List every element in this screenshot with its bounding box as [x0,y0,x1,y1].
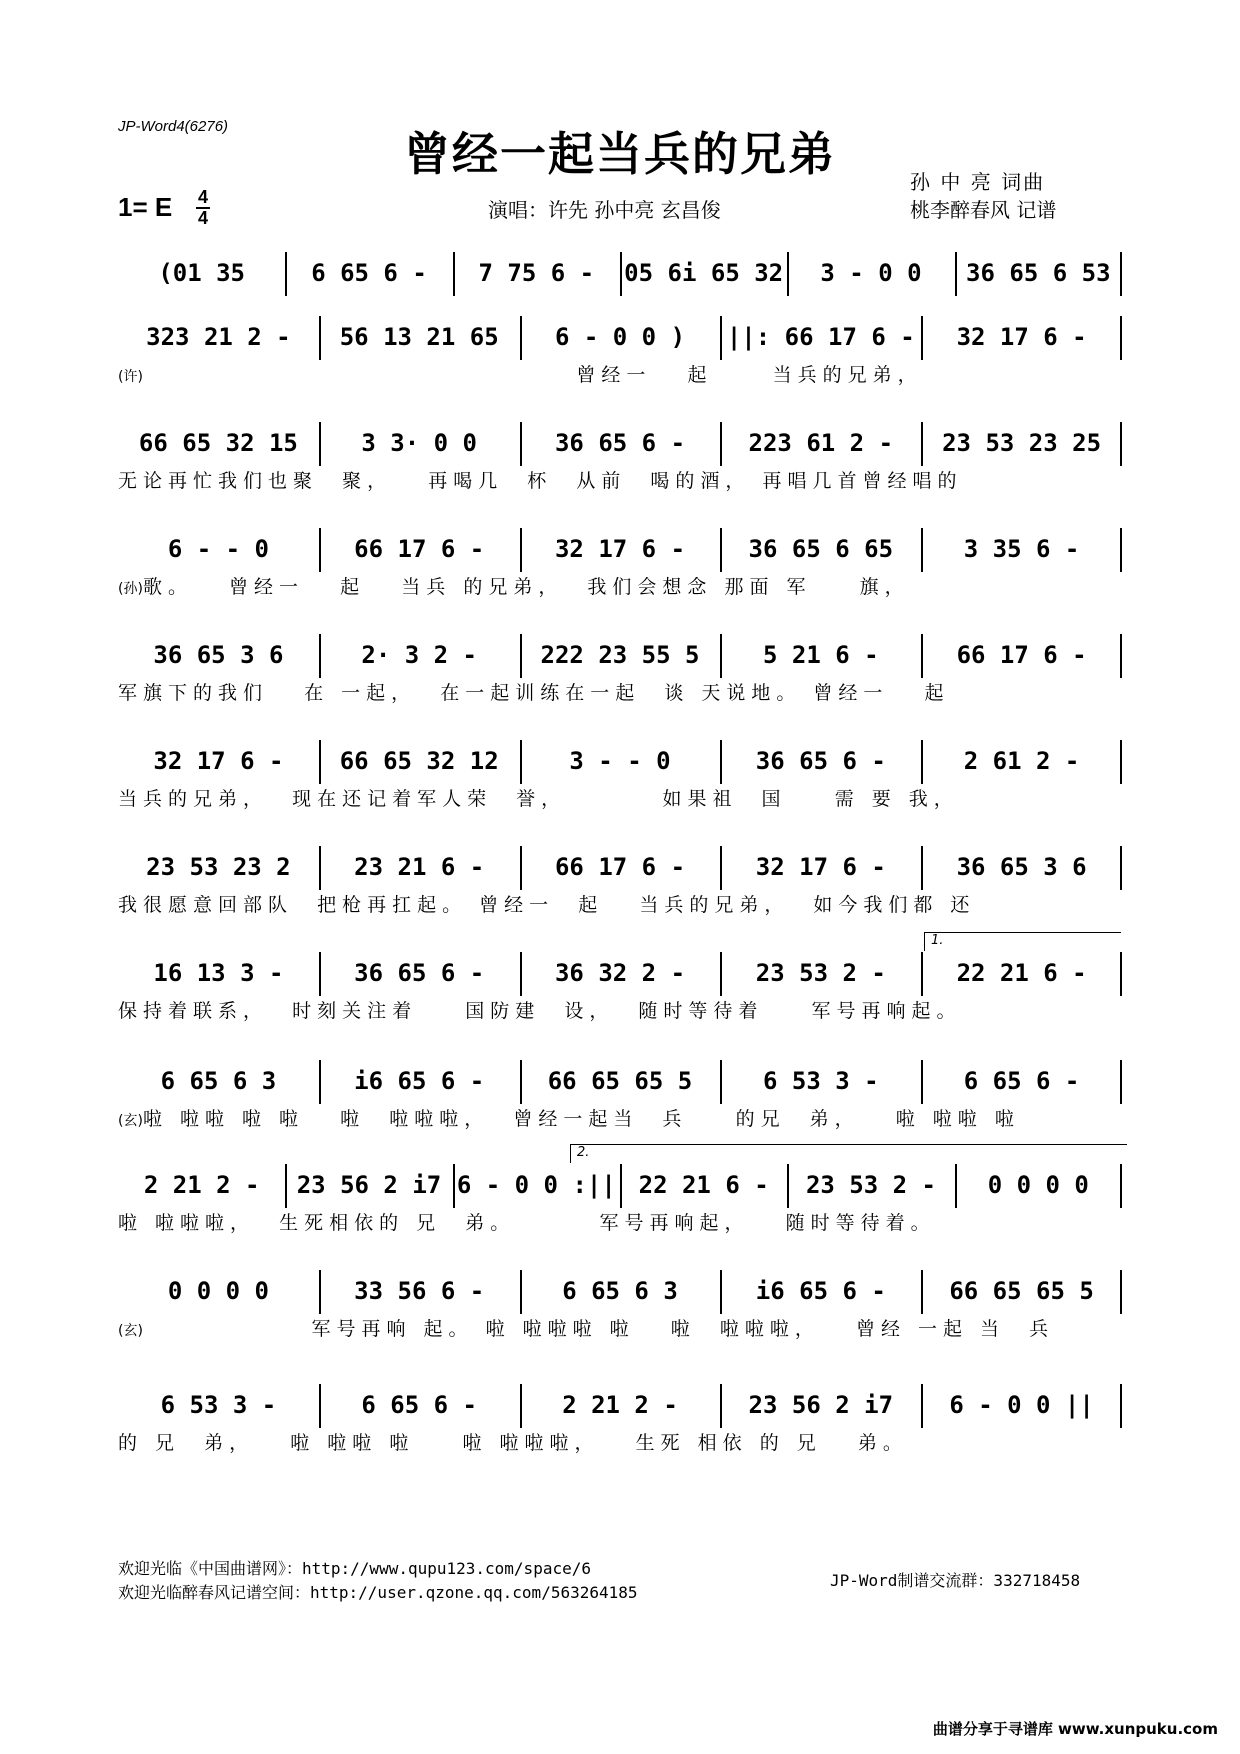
bar-line [453,1164,455,1208]
bar-line [787,252,789,296]
measure [118,640,319,670]
measure [520,1066,721,1096]
bar-line [955,252,957,296]
bar-line [720,634,722,678]
measure-notes: 6 65 6 - [361,1391,477,1419]
score-row [118,1066,1122,1146]
notes-line [118,1066,1122,1096]
bar-line [1120,1384,1122,1428]
meter-top: 4 [197,187,208,207]
measure [520,746,721,776]
bar-line [1120,252,1122,296]
notes-line [118,1276,1122,1306]
bar-line [720,528,722,572]
measure-notes: 3 - 0 0 [820,259,922,287]
measure-notes: 23 56 2 i7 [296,1171,442,1199]
measure [118,958,319,988]
notes-line [118,322,1122,352]
measure [720,1276,921,1306]
measure-notes: 66 65 65 5 [949,1277,1094,1305]
lyrics-text: 歌。 曾经一 起 当兵 的兄弟， 我们会想念 那面 军 旗， [142,576,910,598]
measure [921,322,1122,352]
measure [319,958,520,988]
measure-notes: 32 17 6 - [755,853,886,881]
measure [118,1390,319,1420]
measure [118,534,319,564]
lyrics-line [118,784,1122,811]
notes-line [118,852,1122,882]
score-row [118,1145,1122,1250]
bar-line [1120,422,1122,466]
bar-line [1120,316,1122,360]
measure-notes: 3 3· 0 0 [361,429,477,457]
bar-line [720,422,722,466]
lyrics-line [118,1208,1122,1235]
bar-line [1120,634,1122,678]
bar-line [319,952,321,996]
measure-notes: 36 65 3 6 [153,641,284,669]
measure-notes: 36 65 6 - [354,959,485,987]
bar-line [319,1384,321,1428]
notes-line [118,746,1122,776]
score-row [118,322,1122,402]
bar-line [921,740,923,784]
singer-tag: (孙) [118,581,143,597]
measure [955,1170,1122,1200]
bar-line [520,740,522,784]
measure-notes: 6 - 0 0 :|| [456,1171,616,1199]
page-title: 曾经一起当兵的兄弟 [404,127,836,181]
measure-notes: 323 21 2 - [146,323,291,351]
measure [720,852,921,882]
notes-line [118,1170,1122,1200]
notes-line [118,640,1122,670]
bar-line [319,528,321,572]
measure-notes: 2 21 2 - [562,1391,678,1419]
score-row [118,534,1122,614]
measure-notes: 2 21 2 - [143,1171,260,1199]
measure [319,640,520,670]
lyrics-text: 保持着联系， 时刻关注着 国防建 设， 随时等待着 军号再响起。 [118,1000,962,1022]
bar-line [520,634,522,678]
notes-line [118,1390,1122,1420]
lyrics-text: 曾经一 起 当兵的兄弟， [142,364,923,386]
measure-notes: 36 65 6 - [755,747,886,775]
measure [118,428,319,458]
score-row [118,852,1122,932]
measure-notes: 2 61 2 - [963,747,1080,775]
bar-line [720,952,722,996]
bar-line [720,1270,722,1314]
bar-line [921,952,923,996]
measure [787,1170,954,1200]
measure-notes: 36 65 6 - [554,429,686,457]
bar-line [319,740,321,784]
lyrics-text: 军号再响 起。 啦 啦啦啦 啦 啦 啦啦啦， 曾经 一起 当 兵 [142,1318,1055,1340]
measure-notes: 223 61 2 - [748,429,894,457]
meter-bottom: 4 [197,208,208,228]
measure [520,534,721,564]
lyrics-line [118,890,1122,917]
lyrics-text: 无论再忙我们也聚 聚， 再喝几 杯 从前 喝的酒， 再唱几首曾经唱的 [118,470,963,492]
measure-notes: 23 56 2 i7 [748,1391,894,1419]
bar-line [720,846,722,890]
lyrics-text: 我很愿意回部队 把枪再扛起。 曾经一 起 当兵的兄弟， 如今我们都 还 [118,894,976,916]
lyrics-text: 当兵的兄弟， 现在还记着军人荣 誉， 如果祖 国 需 要 我， [118,788,959,810]
measure [520,428,721,458]
measure [118,852,319,882]
notes-line [118,958,1122,988]
bar-line [520,1060,522,1104]
measure [319,1066,520,1096]
bar-line [319,1270,321,1314]
measure [319,534,520,564]
footer-link-1: 欢迎光临《中国曲谱网》：http://www.qupu123.com/space/6 [118,1559,591,1578]
measure [921,1066,1122,1096]
bar-line [787,1164,789,1208]
measure [453,258,620,288]
measure [118,1170,285,1200]
measure [921,852,1122,882]
bar-line [1120,846,1122,890]
score-row [118,428,1122,508]
measure-notes: 05 6i 65 32 [624,259,784,287]
measure [720,1066,921,1096]
measure-notes: 66 17 6 - [354,535,485,563]
score-row [118,746,1122,826]
bar-line [285,252,287,296]
measure [720,640,921,670]
measure [720,958,921,988]
measure-notes: 6 - 0 0 ) [554,323,686,351]
bar-line [520,952,522,996]
bar-line [319,634,321,678]
measure-notes: 16 13 3 - [153,959,284,987]
measure [520,852,721,882]
measure-notes: 66 65 32 12 [339,747,499,775]
measure-notes: (01 35 [158,259,246,287]
bar-line [520,528,522,572]
measure [319,1276,520,1306]
bar-line [921,634,923,678]
bar-line [921,1270,923,1314]
footer-group: JP-Word制谱交流群：332718458 [830,1571,1081,1590]
measure-notes: 66 17 6 - [554,853,686,881]
bar-line [319,316,321,360]
measure-notes: 6 - 0 0 || [949,1391,1094,1419]
lyrics-line [118,996,1122,1023]
measure-notes: 3 35 6 - [963,535,1080,563]
measure-notes: 23 53 23 2 [146,853,291,881]
measure [285,258,452,288]
measure-notes: 222 23 55 5 [540,641,700,669]
lyricist-composer: 孙 中 亮 词曲 [910,170,1046,194]
score-row [118,1390,1122,1470]
bar-line [1120,1060,1122,1104]
notes-line [118,534,1122,564]
lyrics-line [118,466,1122,493]
bar-line [1120,1164,1122,1208]
bar-line [720,1384,722,1428]
measure [720,534,921,564]
volta-ending: 2. [570,1144,1127,1163]
measure-notes: 23 53 2 - [805,1171,936,1199]
measure-notes: 6 65 6 3 [160,1067,277,1095]
measure [921,428,1122,458]
measure [118,1066,319,1096]
measure [118,322,319,352]
bar-line [319,422,321,466]
bar-line [921,316,923,360]
measure-notes: 56 13 21 65 [339,323,499,351]
bar-line [1120,528,1122,572]
bar-line [285,1164,287,1208]
measure-notes: 5 21 6 - [762,641,879,669]
measure [520,322,721,352]
measure-notes: i6 65 6 - [354,1067,485,1095]
key-signature: 1= E [118,192,173,222]
measure-notes: 22 21 6 - [956,959,1087,987]
measure [720,428,921,458]
measure-notes: 32 17 6 - [956,323,1087,351]
measure [720,746,921,776]
bar-line [453,252,455,296]
bar-line [1120,952,1122,996]
lyrics-text: 的 兄 弟， 啦 啦啦 啦 啦 啦啦啦， 生死 相依 的 兄 弟。 [118,1432,908,1454]
measure-notes: 6 65 6 3 [562,1277,678,1305]
measure [620,1170,787,1200]
measure [921,640,1122,670]
footer-link-2: 欢迎光临醉春风记谱空间：http://user.qzone.qq.com/563264185 [118,1583,638,1602]
lyrics-line [118,572,1122,599]
measure [921,958,1122,988]
lyrics-line [118,1428,1122,1455]
measure-notes: 6 65 6 - [963,1067,1080,1095]
singer-tag: (许) [118,369,143,385]
measure [319,428,520,458]
notes-line [118,428,1122,458]
measure [118,258,285,288]
measure [620,258,787,288]
bar-line [319,846,321,890]
measure [955,258,1122,288]
measure-notes: 7 75 6 - [478,259,595,287]
score-row [118,640,1122,720]
bar-line [1120,740,1122,784]
lyrics-text: 军旗下的我们 在 一起， 在一起训练在一起 谈 天说地。 曾经一 起 [118,682,950,704]
measure [118,1276,319,1306]
singer-tag: (玄) [118,1323,143,1339]
bar-line [921,528,923,572]
measure-notes: 6 - - 0 [167,535,269,563]
measure-notes: 33 56 6 - [354,1277,485,1305]
measure [285,1170,452,1200]
measure [319,322,520,352]
bar-line [520,316,522,360]
measure [520,1390,721,1420]
bar-line [520,422,522,466]
measure-notes: 6 65 6 - [311,259,427,287]
lyrics-text: 啦 啦啦啦， 生死相依的 兄 弟。 军号再响起， 随时等待着。 [118,1212,936,1234]
lyrics-line [118,1104,1122,1131]
bar-line [921,846,923,890]
measure-notes: 36 65 6 65 [748,535,894,563]
bar-line [1120,1270,1122,1314]
bar-line [921,1060,923,1104]
bar-line [720,740,722,784]
bar-line [520,846,522,890]
bar-line [921,422,923,466]
measure [319,1390,520,1420]
measure-notes: 6 53 3 - [160,1391,277,1419]
measure [720,322,921,352]
measure-notes: 3 - - 0 [569,747,671,775]
bar-line [720,316,722,360]
bar-line [620,252,622,296]
volta-ending: 1. [924,932,1121,951]
measure-notes: 66 17 6 - [956,641,1087,669]
measure-notes: 36 32 2 - [554,959,686,987]
lyrics-line [118,360,1122,387]
measure [921,534,1122,564]
bar-line [720,1060,722,1104]
score-row [118,933,1122,1038]
measure [787,258,954,288]
lyrics-line [118,1314,1122,1341]
score-row [118,1276,1122,1356]
measure-notes: 32 17 6 - [153,747,284,775]
measure [921,1276,1122,1306]
measure-notes: 6 53 3 - [762,1067,879,1095]
measure-notes: 0 0 0 0 [987,1171,1089,1199]
measure-notes: 66 65 32 15 [138,429,298,457]
measure-notes: 22 21 6 - [638,1171,769,1199]
measure-notes: 2· 3 2 - [361,641,477,669]
measure-notes: 23 53 2 - [755,959,886,987]
bar-line [620,1164,622,1208]
measure [118,746,319,776]
measure [520,1276,721,1306]
measure-notes: 23 53 23 25 [942,429,1102,457]
measure-notes: 36 65 6 53 [966,259,1111,287]
bar-line [520,1384,522,1428]
lyrics-text: 啦 啦啦 啦 啦 啦 啦啦啦， 曾经一起当 兵 的兄 弟， 啦 啦啦 啦 [142,1108,1020,1130]
singers: 演唱：许先 孙中亮 玄昌俊 [488,198,721,222]
measure [319,746,520,776]
lyrics-line [118,678,1122,705]
transcriber: 桃李醉春风 记谱 [910,198,1057,222]
measure [520,640,721,670]
watermark: 曲谱分享于寻谱库 www.xunpuku.com [932,1720,1218,1738]
measure-notes: i6 65 6 - [755,1277,886,1305]
bar-line [921,1384,923,1428]
measure-notes: ||: 66 17 6 - [726,323,915,351]
singer-tag: (玄) [118,1113,143,1129]
measure-notes: 66 65 65 5 [547,1067,693,1095]
source-label: JP-Word4(6276) [118,118,229,135]
measure [921,746,1122,776]
notes-line [118,258,1122,288]
measure [720,1390,921,1420]
measure [520,958,721,988]
measure [319,852,520,882]
measure-notes: 0 0 0 0 [167,1277,269,1305]
time-signature [196,188,210,228]
measure-notes: 32 17 6 - [554,535,686,563]
measure-notes: 23 21 6 - [354,853,485,881]
measure-notes: 36 65 3 6 [956,853,1087,881]
measure [453,1170,620,1200]
bar-line [955,1164,957,1208]
bar-line [319,1060,321,1104]
bar-line [520,1270,522,1314]
measure [921,1390,1122,1420]
